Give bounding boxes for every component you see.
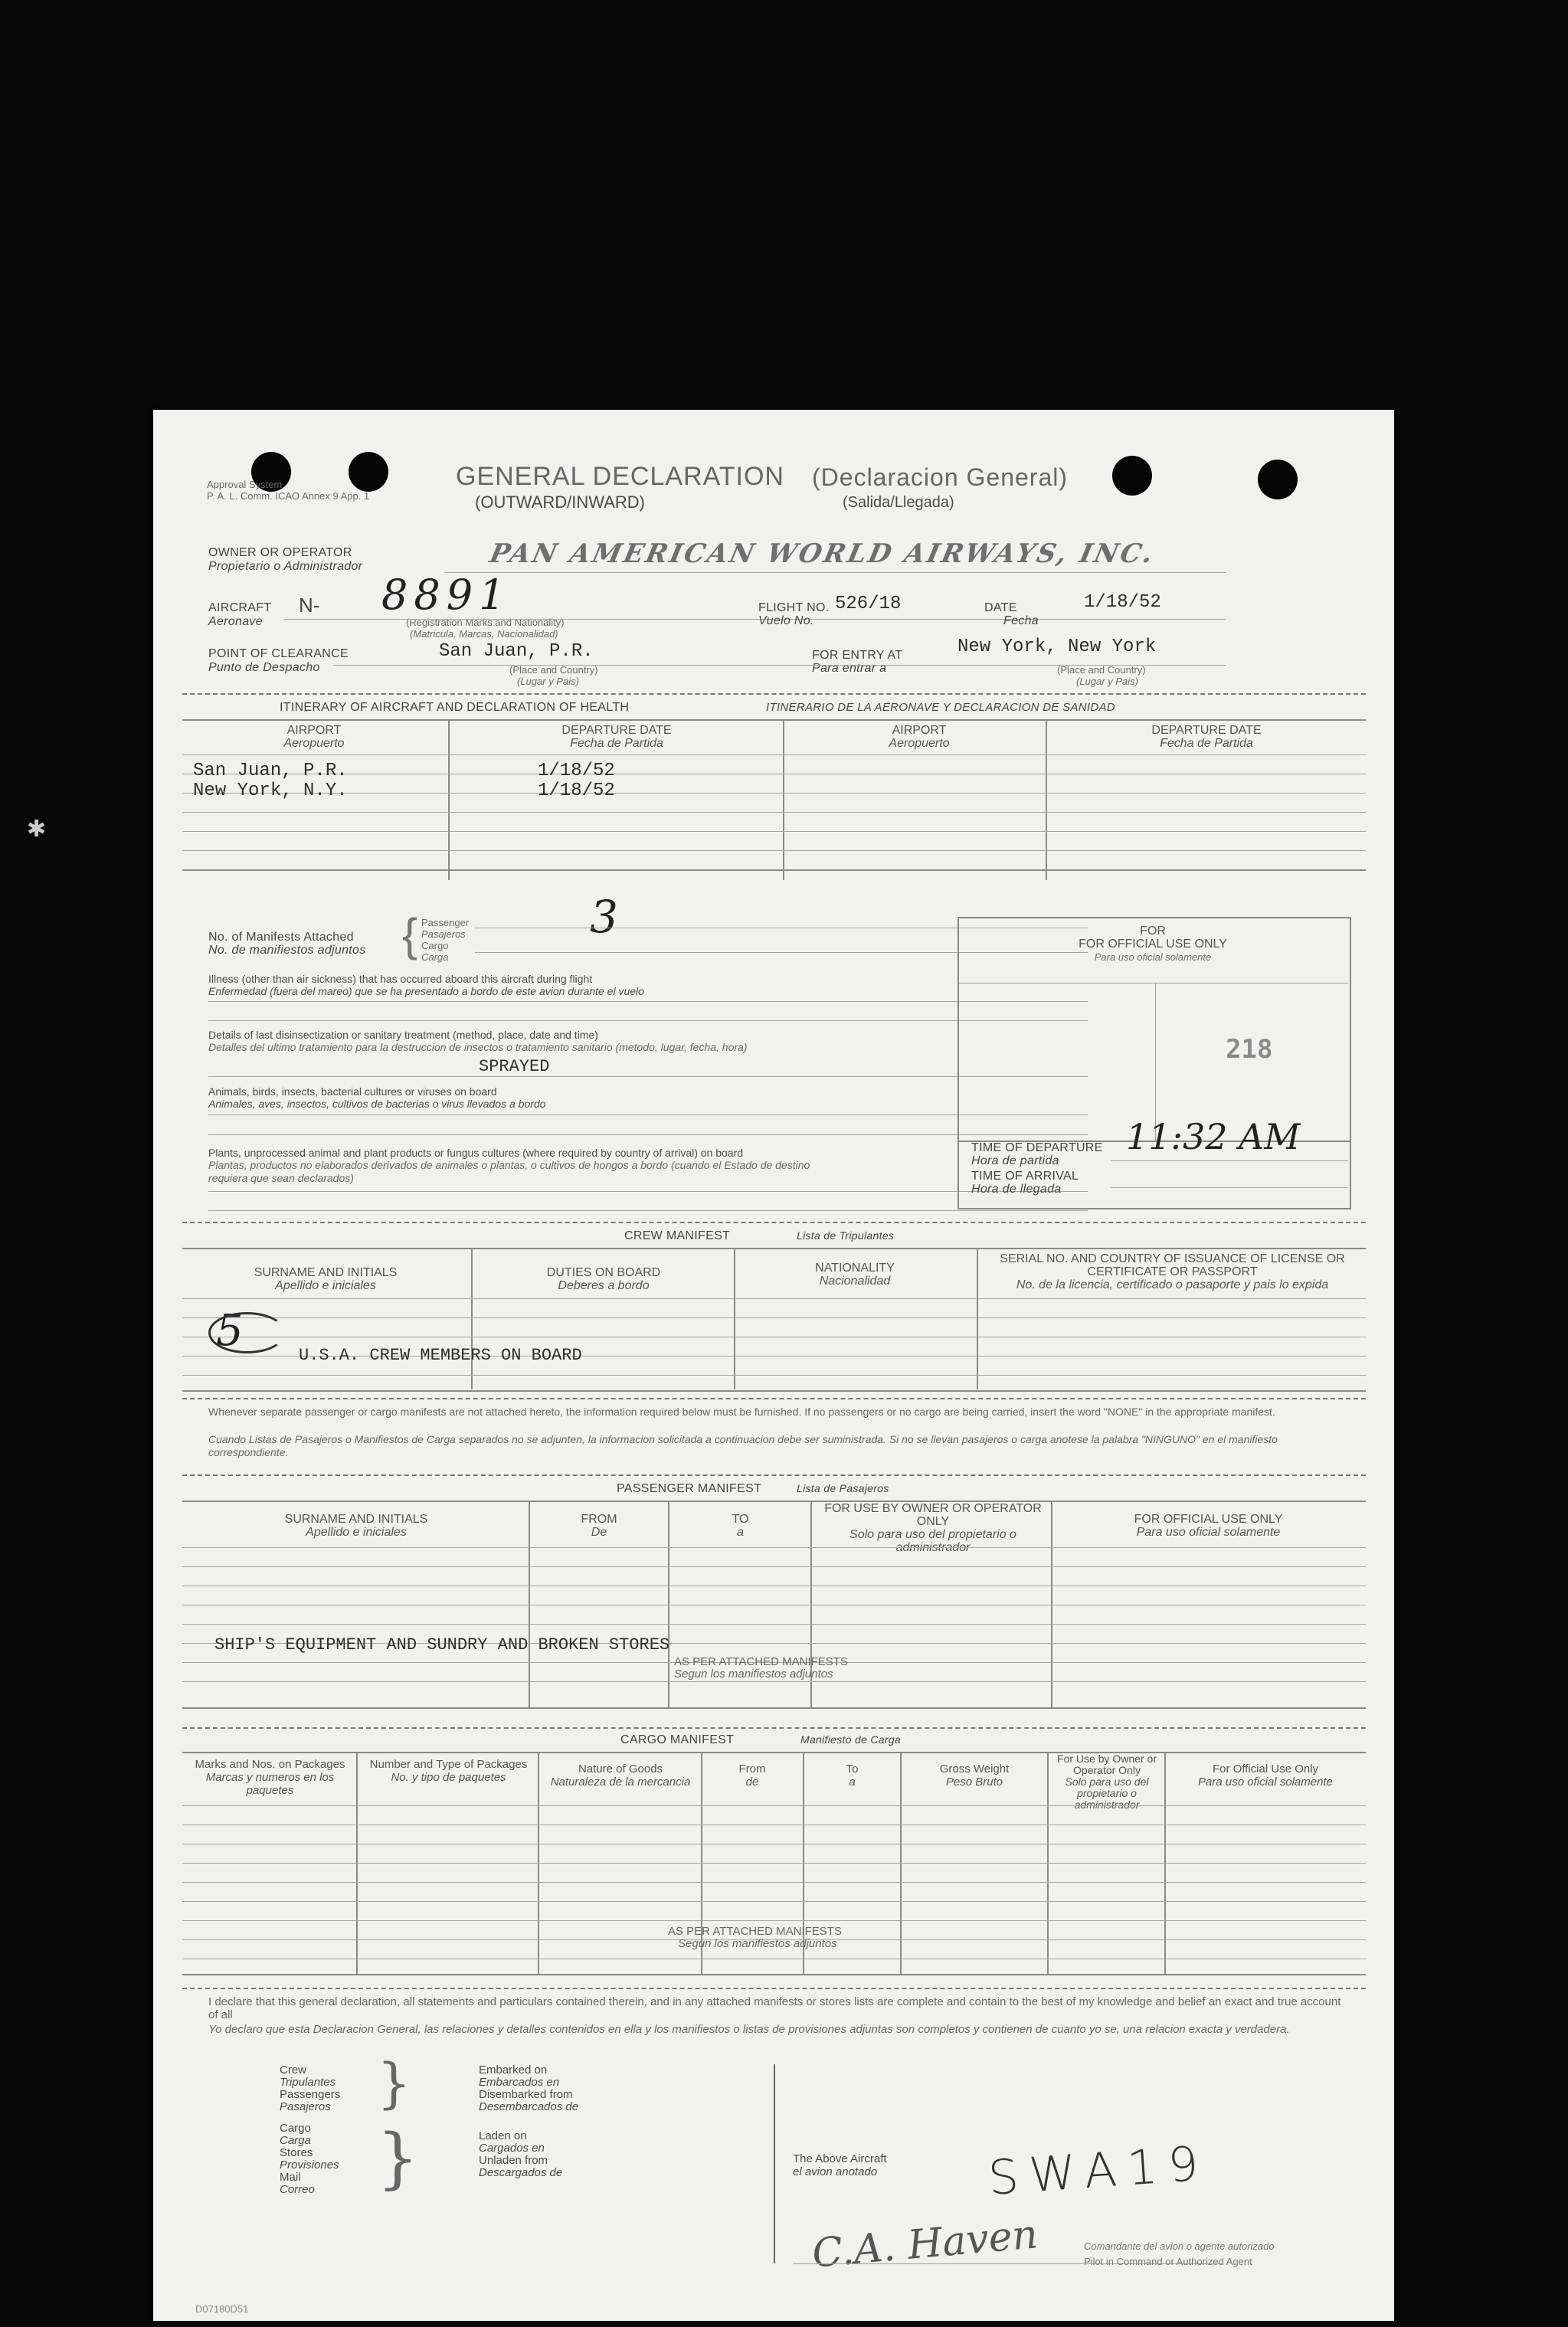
manifests-count: 3 bbox=[590, 891, 618, 943]
pax-header-name: SURNAME AND INITIALS Apellido e iniciales bbox=[284, 1513, 428, 1539]
pax-attached-note-es: Segun los manifiestos adjuntos bbox=[674, 1668, 833, 1681]
clearance-place-note-es: (Lugar y Pais) bbox=[517, 676, 579, 687]
itinerary-row: San Juan, P.R. bbox=[193, 761, 348, 781]
manifests-label: No. of Manifests Attached bbox=[208, 931, 354, 944]
form-title-es: (Declaracion General) bbox=[812, 463, 1069, 491]
pax-entry: SHIP'S EQUIPMENT AND SUNDRY AND BROKEN STORES bbox=[214, 1635, 670, 1654]
departure-time-label-es: Hora de partida bbox=[971, 1154, 1059, 1167]
crew-header-name: SURNAME AND INITIALS Apellido e iniciales bbox=[254, 1266, 398, 1292]
aircraft-note-es: (Matricula, Marcas, Nacionalidad) bbox=[410, 628, 558, 640]
itinerary-row: New York, N.Y. bbox=[193, 781, 348, 801]
operator-name-stamp: PAN AMERICAN WORLD AIRWAYS, INC. bbox=[486, 538, 1158, 569]
cargo-attached-note-es: Segun los manifiestos adjuntos bbox=[678, 1937, 837, 1950]
crew-entry: U.S.A. CREW MEMBERS ON BOARD bbox=[299, 1346, 582, 1365]
flight-number: 526/18 bbox=[835, 594, 902, 614]
cargo-header-to: To a bbox=[846, 1762, 859, 1789]
cargo-title: CARGO MANIFEST bbox=[620, 1733, 735, 1746]
punch-hole bbox=[1258, 460, 1298, 499]
signature-caption: Pilot in Command or Authorized Agent bbox=[1084, 2256, 1252, 2267]
pax-header-official-use: FOR OFFICIAL USE ONLY Para uso oficial solamente bbox=[1134, 1513, 1283, 1539]
signature: C.A. Haven bbox=[810, 2211, 1040, 2277]
arrival-time-label: TIME OF ARRIVAL bbox=[971, 1170, 1079, 1183]
crew-count: 5 bbox=[216, 1306, 244, 1356]
punch-hole bbox=[1112, 456, 1152, 496]
itinerary-header-airport: AIRPORT Aeropuerto bbox=[283, 724, 345, 750]
manifest-type: Carga bbox=[421, 951, 449, 963]
cargo-attached-note: AS PER ATTACHED MANIFESTS bbox=[668, 1925, 842, 1938]
itinerary-title: ITINERARY OF AIRCRAFT AND DECLARATION OF HEALTH bbox=[280, 701, 630, 714]
plants-label: Plants, unprocessed animal and plant products or fungus cultures (where required by country of arrival) on board bbox=[208, 1147, 744, 1159]
passenger-title-es: Lista de Pasajeros bbox=[797, 1482, 889, 1494]
scan-artifact: ✱ bbox=[27, 817, 47, 842]
itinerary-header-date-2: DEPARTURE DATE Fecha de Partida bbox=[1151, 724, 1262, 750]
manifests-label-es: No. de manifiestos adjuntos bbox=[208, 944, 366, 957]
disinsect-label-es: Detalles del ultimo tratamiento para la destruccion de insectos o tratamiento sanitario (metodo, lugar, fecha, hora) bbox=[208, 1041, 748, 1053]
above-aircraft-label: The Above Aircraft bbox=[793, 2152, 887, 2165]
aircraft-label-es: Aeronave bbox=[208, 615, 263, 628]
cargo-header-packages: Number and Type of Packages No. y tipo de paquetes bbox=[369, 1758, 528, 1784]
cargo-header-marks: Marks and Nos. on Packages Marcas y numeros en los paquetes bbox=[195, 1758, 345, 1797]
handwritten-mark: SWA19 bbox=[986, 2135, 1211, 2206]
disinsect-label: Details of last disinsectization or sanitary treatment (method, place, date and time) bbox=[208, 1029, 598, 1041]
declaration-form: Approval System P. A. L. Comm. ICAO Annex 9 App. 1 GENERAL DECLARATION (Declaracion General) (OUTWARD/INWARD) (Salida/Llegada) OWNER OR OPERATOR Propietario o Administrador PAN AMERICAN WORLD AIRWAYS, INC. AIRCRAFT Aeronave N- 8891 (Registration Marks and Nationality) (Matricula, Marcas, Nacionalidad) FLIGHT NO. Vuelo No. 526/18 DATE Fecha 1/18/52 POINT OF CLEARANCE Punto de Despacho San Juan, P.R. (Place and Country) (Lugar y Pais) FOR ENTRY AT Para entrar a New York, New York (Place and Country) (Lugar y Pais) ITINERARY OF AIRCRAFT AND DECLARATION OF HEALTH ITINERARIO DE LA AERONAVE Y DECLARACION DE SANIDAD AIRPORT Aeropuerto DEPARTURE DATE Fecha de Partida AIRPORT Aeropuerto DEPARTURE DATE Fecha de Partida San Juan, P.R. 1/18/52 New York, N.Y. 1/18/52 No. of Manifests Attached No. de manifiestos adjuntos { Passenger Pasajeros Cargo Carga 3 Illness (other than air sickness) that has occurred aboard this aircraft during flight Enfermedad (fuera del mareo) que se ha presentado a bordo de este avion durante el vuelo Details of last disinsectization or sanitary treatment (method, place, date and time) Detalles del ultimo tratamiento para la destruccion de insectos o tratamiento sanitario (metodo, lugar, fecha, hora) SPRAYED Animals, birds, insects, bacterial cultures or viruses on board Animales, aves, insectos, cultivos de bacterias o virus llevados a bordo Plants, unprocessed animal and plant products or fungus cultures (where required by country of arrival) on board Plantas, productos no elaborados derivados de animales o plantas, o cultivos de hongos a bordo (cuando el Estado de destino requiera que sean declarados) FOR FOR OFFICIAL USE ONLY Para uso oficial solamente 218 TIME OF DEPARTURE Hora de partida 11:32 AM TIME OF ARRIVAL Hora de llegada CREW MANIFEST Lista de Tripulantes SURNAME AND INITIALS Apellido e iniciales DUTIES ON BOARD Deberes a bordo NATIONALITY Nacionalidad SERIAL NO. AND COUNTRY OF ISSUANCE OF LICENSE OR CERTIFICATE OR PASSPORT No. de la licencia, certificado o pasaporte y pais lo expida 5 U.S.A. CREW MEMBERS ON BOARD Whenever separate passenger or cargo manifests are not attached hereto, the information required below must be furnished. If no passengers or no cargo are being carried, insert the word "NONE" in the appropriate manifest. Cuando Listas de Pasajeros o Manifiestos de Carga separados no se adjunten, la informacion solicitada a continuacion debe ser suministrada. Si no se llevan pasajeros o carga anotese la palabra "NINGUNO" en el manifiesto correspondiente. PASSENGER MANIFEST Lista de Pasajeros SURNAME AND INITIALS Apellido e iniciales FROM De TO a FOR USE BY OWNER OR OPERATOR ONLY Solo para uso del propietario o administrador FOR OFFICIAL USE ONLY Para uso oficial solamente SHIP'S EQUIPMENT AND SUNDRY AND BROKEN STORES AS PER ATTACHED MANIFESTS Segun los manifiestos adjuntos CARGO MANIFEST Manifiesto de Carga Marks and Nos. on Packages Marcas y numeros en los paquetes Number and Type of Packages No. y tipo de paquetes Nature of Goods Naturaleza de la mercancia From de To a Gross Weight Peso Bruto For Use by Owner or Operator Only Solo para uso del propietario o administrador For Official Use Only Para uso oficial solamente AS PER ATTACHED MANIFESTS Segun los manifiestos adjuntos I declare that this general declaration, all statements and particulars contained therein, and in any attached manifests or stores lists are complete and contain to the best of my knowledge and belief an exact and true account of all Yo declaro que esta Declaracion General, las relaciones y detalles contenidos en ella y los manifiestos o listas de provisiones adjuntas son completos y contienen de cuanto yo se, una relacion exacta y verdadera. Crew Tripulantes Passengers Pasajeros } Embarked on Embarcados en Disembarked from Desembarcados de Cargo Carga Stores Provisiones Mail Correo } Laden on Cargados en Unladen from Descargados de The Above Aircraft el avion anotado SWA19 C.A. Haven Comandante del avion o agente autorizado Pilot in Command or Authorized Agent D07180D51 bbox=[153, 410, 1394, 2321]
cargo-header-from: From de bbox=[738, 1762, 766, 1789]
owner-label: OWNER OR OPERATOR bbox=[208, 546, 352, 559]
signature-caption-es: Comandante del avion o agente autorizado bbox=[1084, 2240, 1275, 2252]
aircraft-prefix: N- bbox=[299, 594, 320, 617]
official-use-title: FOR FOR OFFICIAL USE ONLY Para uso oficial solamente bbox=[1079, 925, 1227, 963]
cargo-title-es: Manifiesto de Carga bbox=[800, 1733, 901, 1746]
flight-date: 1/18/52 bbox=[1084, 592, 1161, 613]
pax-attached-note: AS PER ATTACHED MANIFESTS bbox=[674, 1655, 848, 1668]
notice-text: Whenever separate passenger or cargo manifests are not attached hereto, the information required below must be furnished. If no passengers or no cargo are being carried, insert the word "NONE" in the appropriate manifest. bbox=[208, 1406, 1275, 1418]
entry-label: FOR ENTRY AT bbox=[812, 649, 903, 662]
entry-label-es: Para entrar a bbox=[812, 662, 887, 675]
plants-label-es: Plantas, productos no elaborados derivados de animales o plantas, o cultivos de hongos a bordo (cuando el Estado de destino requiera que sean declarados) bbox=[208, 1159, 810, 1184]
pax-header-to: TO a bbox=[732, 1513, 749, 1539]
clearance-label: POINT OF CLEARANCE bbox=[208, 647, 349, 660]
illness-label-es: Enfermedad (fuera del mareo) que se ha presentado a bordo de este avion durante el vuelo bbox=[208, 985, 644, 997]
aircraft-note: (Registration Marks and Nationality) bbox=[406, 617, 565, 628]
declaration-text-es: Yo declaro que esta Declaracion General, las relaciones y detalles contenidos en ella y los manifiestos o listas de provisiones adjuntas son completos y contienen de cuanto yo se, una relacion exacta y verdadera. bbox=[208, 2023, 1290, 2036]
crew-title: CREW MANIFEST bbox=[624, 1229, 731, 1242]
itinerary-row: 1/18/52 bbox=[538, 761, 615, 781]
date-label: DATE bbox=[984, 601, 1017, 614]
form-title: GENERAL DECLARATION bbox=[456, 462, 784, 491]
clearance-place-note: (Place and Country) bbox=[509, 664, 598, 676]
departure-time-label: TIME OF DEPARTURE bbox=[971, 1141, 1103, 1154]
itinerary-row: 1/18/52 bbox=[538, 781, 615, 801]
date-label-es: Fecha bbox=[1003, 614, 1039, 627]
sig-group-2: Cargo Carga Stores Provisiones Mail Correo bbox=[280, 2122, 339, 2196]
manifest-type: Passenger bbox=[421, 917, 470, 928]
entry-value: New York, New York bbox=[957, 637, 1157, 657]
declaration-text: I declare that this general declaration, all statements and particulars contained therein, and in any attached manifests or stores lists are complete and contain to the best of my knowledge and belief an exact and true account of all bbox=[208, 1995, 1341, 2021]
flight-label-es: Vuelo No. bbox=[758, 614, 814, 627]
itinerary-title-es: ITINERARIO DE LA AERONAVE Y DECLARACION DE SANIDAD bbox=[766, 701, 1115, 714]
entry-place-note: (Place and Country) bbox=[1057, 664, 1146, 676]
form-code: Approval System P. A. L. Comm. ICAO Annex 9 App. 1 bbox=[207, 479, 370, 502]
itinerary-header-airport-2: AIRPORT Aeropuerto bbox=[889, 724, 950, 750]
flight-label: FLIGHT NO. bbox=[758, 601, 830, 614]
cargo-header-official-use: For Official Use Only Para uso oficial solamente bbox=[1198, 1762, 1333, 1789]
animals-label-es: Animales, aves, insectos, cultivos de bacterias o virus llevados a bordo bbox=[208, 1098, 546, 1110]
aircraft-number: 8891 bbox=[381, 571, 512, 619]
sig-group-2-right: Laden on Cargados en Unladen from Descargados de bbox=[479, 2129, 563, 2179]
sig-group-1: Crew Tripulantes Passengers Pasajeros bbox=[280, 2064, 341, 2113]
disinsect-value: SPRAYED bbox=[479, 1057, 550, 1076]
crew-header-nationality: NATIONALITY Nacionalidad bbox=[815, 1262, 895, 1288]
cargo-header-owner-use: For Use by Owner or Operator Only Solo para uso del propietario o administrador bbox=[1057, 1753, 1157, 1811]
crew-header-license: SERIAL NO. AND COUNTRY OF ISSUANCE OF LICENSE OR CERTIFICATE OR PASSPORT No. de la licencia, certificado o pasaporte y pais lo expida bbox=[1000, 1252, 1345, 1291]
cargo-header-goods: Nature of Goods Naturaleza de la mercancia bbox=[550, 1762, 691, 1789]
form-subtitle: (OUTWARD/INWARD) bbox=[475, 493, 645, 512]
crew-header-duties: DUTIES ON BOARD Deberes a bordo bbox=[546, 1266, 661, 1292]
footer-code: D07180D51 bbox=[195, 2303, 249, 2315]
manifest-type: Pasajeros bbox=[421, 928, 466, 940]
passenger-title: PASSENGER MANIFEST bbox=[617, 1482, 762, 1495]
manifest-type: Cargo bbox=[421, 940, 449, 951]
owner-label-es: Propietario o Administrador bbox=[208, 560, 363, 573]
cargo-header-weight: Gross Weight Peso Bruto bbox=[939, 1762, 1010, 1789]
animals-label: Animals, birds, insects, bacterial cultures or viruses on board bbox=[208, 1085, 497, 1098]
notice-text-es: Cuando Listas de Pasajeros o Manifiestos de Carga separados no se adjunten, la informacion solicitada a continuacion debe ser suministrada. Si no se llevan pasajeros o carga anotese la palabra "NINGUNO" en el manifiesto correspondiente. bbox=[208, 1433, 1278, 1458]
clearance-value: San Juan, P.R. bbox=[439, 641, 594, 662]
entry-place-note-es: (Lugar y Pais) bbox=[1076, 676, 1138, 687]
form-subtitle-es: (Salida/Llegada) bbox=[843, 494, 954, 511]
arrival-time-label-es: Hora de llegada bbox=[971, 1183, 1062, 1196]
above-aircraft-label-es: el avion anotado bbox=[793, 2165, 878, 2178]
departure-time-value: 11:32 AM bbox=[1126, 1116, 1301, 1157]
clearance-label-es: Punto de Despacho bbox=[208, 661, 320, 674]
pax-header-from: FROM De bbox=[581, 1513, 617, 1539]
aircraft-label: AIRCRAFT bbox=[208, 601, 272, 614]
illness-label: Illness (other than air sickness) that has occurred aboard this aircraft during flight bbox=[208, 973, 593, 985]
official-number: 218 bbox=[1226, 1034, 1273, 1065]
crew-title-es: Lista de Tripulantes bbox=[797, 1229, 895, 1242]
itinerary-header-date: DEPARTURE DATE Fecha de Partida bbox=[561, 724, 672, 750]
crew-count-circle bbox=[208, 1312, 286, 1353]
sig-group-1-right: Embarked on Embarcados en Disembarked from Desembarcados de bbox=[479, 2064, 579, 2113]
pax-header-owner-use: FOR USE BY OWNER OR OPERATOR ONLY Solo para uso del propietario o administrador bbox=[824, 1502, 1042, 1554]
